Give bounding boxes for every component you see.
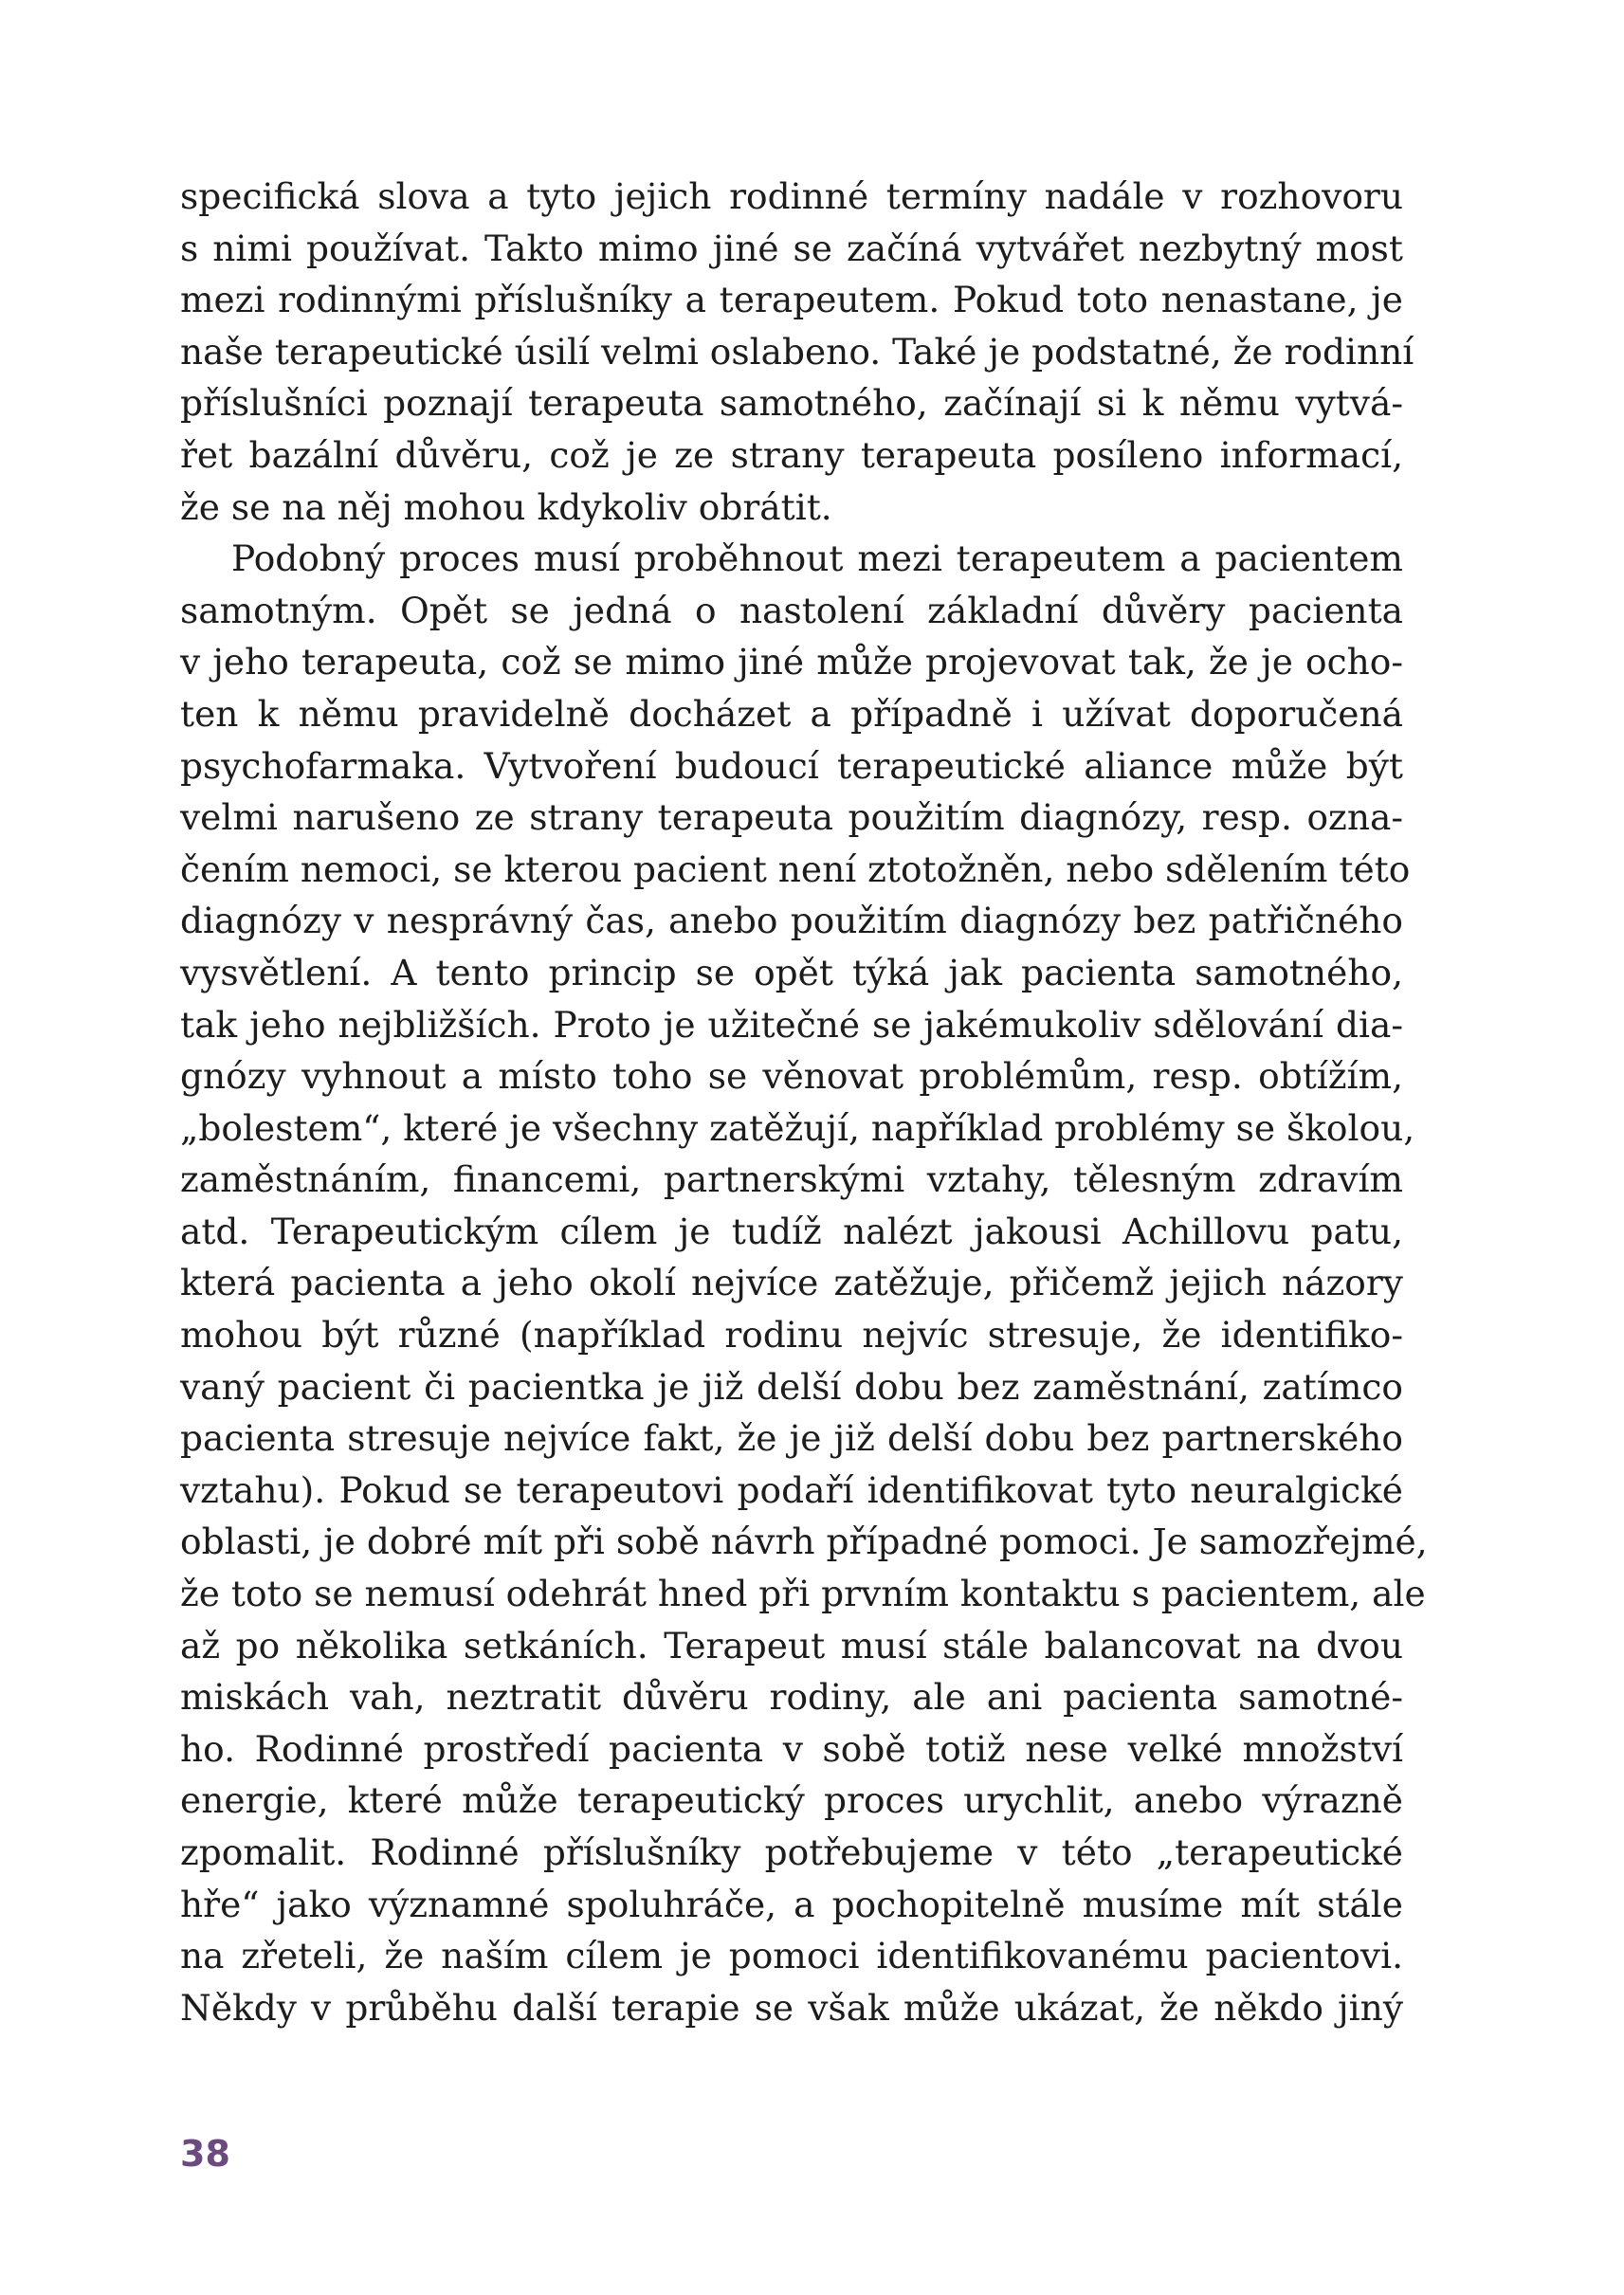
text-line: až po několika setkáních. Terapeut musí stále balancovat na dvou — [180, 1624, 1403, 1667]
text-line: energie, které může terapeutický proces urychlit, anebo výrazně — [180, 1779, 1403, 1822]
text-line: s nimi používat. Takto mimo jiné se začíná vytvářet nezbytný most — [180, 227, 1403, 269]
text-line: vztahu). Pokud se terapeutovi podaří identifikovat tyto neuralgické — [180, 1468, 1403, 1511]
text-line: mezi rodinnými příslušníky a terapeutem. Pokud toto nenastane, je — [180, 279, 1403, 321]
body-text — [180, 171, 1428, 2033]
text-line: atd. Terapeutickým cílem je tudíž nalézt jakousi Achillovu patu, — [180, 1210, 1403, 1252]
text-line: oblasti, je dobré mít při sobě návrh případné pomoci. Je samozřejmé, — [180, 1521, 1428, 1563]
text-line: diagnózy v nesprávný čas, anebo použitím diagnózy bez patřičného — [180, 900, 1403, 942]
text-line: čením nemoci, se kterou pacient není ztotožněn, nebo sdělením této — [180, 847, 1411, 890]
text-line: Někdy v průběhu další terapie se však může ukázat, že někdo jiný — [180, 1986, 1403, 2029]
text-line: která pacienta a jeho okolí nejvíce zatěžuje, přičemž jejich názory — [180, 1262, 1403, 1304]
text-line: vaný pacient či pacientka je již delší dobu bez zaměstnání, zatímco — [180, 1365, 1403, 1408]
text-line: že se na něj mohou kdykoliv obrátit. — [180, 485, 832, 528]
text-line: řet bazální důvěru, což je ze strany terapeuta posíleno informací, — [180, 433, 1403, 476]
text-line: na zřeteli, že naším cílem je pomoci identifikovanému pacientovi. — [180, 1935, 1403, 1977]
paragraph — [180, 171, 1414, 533]
text-line: pacienta stresuje nejvíce fakt, že je již delší dobu bez partnerského — [180, 1417, 1403, 1460]
text-line: Podobný proces musí proběhnout mezi terapeutem a pacientem — [231, 537, 1403, 580]
text-line: specifická slova a tyto jejich rodinné termíny nadále v rozhovoru — [180, 175, 1403, 217]
text-line: psychofarmaka. Vytvoření budoucí terapeutické aliance může být — [180, 744, 1403, 787]
page-number: 38 — [180, 2133, 230, 2175]
text-line: zaměstnáním, financemi, partnerskými vztahy, tělesným zdravím — [180, 1158, 1403, 1201]
text-line: samotným. Opět se jedná o nastolení základní důvěry pacienta — [180, 589, 1403, 631]
text-line: gnózy vyhnout a místo toho se věnovat problémům, resp. obtížím, — [180, 1055, 1403, 1098]
text-line: miskách vah, neztratit důvěru rodiny, ale ani pacienta samotné- — [180, 1676, 1403, 1719]
paragraph — [180, 533, 1428, 2033]
text-line: mohou být různé (například rodinu nejvíc stresuje, že identifiko- — [180, 1314, 1403, 1357]
text-line: tak jeho nejbližších. Proto je užitečné se jakémukoliv sdělování dia- — [180, 1003, 1403, 1046]
text-line: vysvětlení. A tento princip se opět týká jak pacienta samotného, — [180, 951, 1403, 993]
text-line: naše terapeutické úsilí velmi oslabeno. Také je podstatné, že rodinní — [180, 330, 1414, 373]
text-line: velmi narušeno ze strany terapeuta použitím diagnózy, resp. ozna- — [180, 796, 1403, 839]
text-line: ho. Rodinné prostředí pacienta v sobě totiž nese velké množství — [180, 1727, 1403, 1770]
text-line: v jeho terapeuta, což se mimo jiné může projevovat tak, že je ocho- — [180, 641, 1403, 683]
text-line: zpomalit. Rodinné příslušníky potřebujeme v této „terapeutické — [180, 1831, 1403, 1873]
text-line: že toto se nemusí odehrát hned při prvním kontaktu s pacientem, ale — [180, 1573, 1426, 1615]
text-line: „bolestem“, které je všechny zatěžují, například problémy se školou, — [180, 1106, 1415, 1149]
text-line: hře“ jako významné spoluhráče, a pochopitelně musíme mít stále — [180, 1883, 1403, 1925]
text-line: ten k němu pravidelně docházet a případně i užívat doporučená — [180, 692, 1403, 735]
text-line: příslušníci poznají terapeuta samotného, začínají si k němu vytvá- — [180, 382, 1403, 425]
